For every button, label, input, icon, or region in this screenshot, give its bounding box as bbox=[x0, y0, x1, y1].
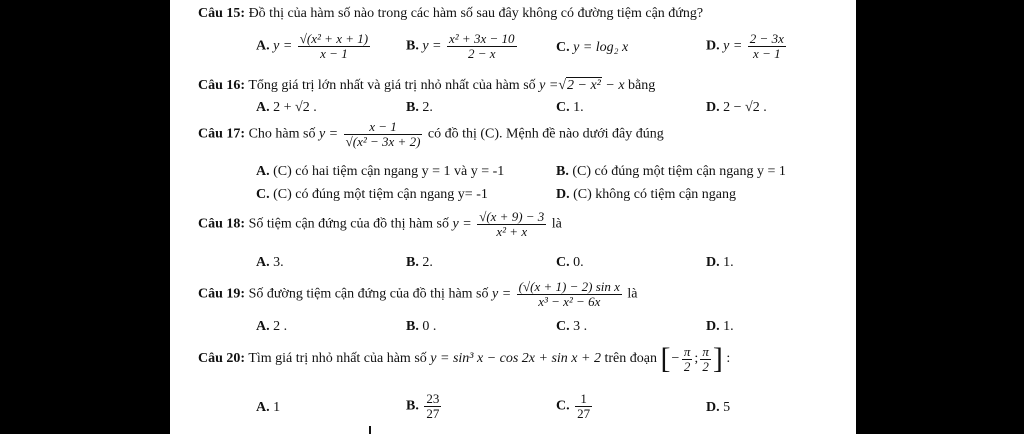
numerator: π bbox=[702, 343, 709, 359]
q18-option-a[interactable] bbox=[256, 255, 284, 271]
fraction bbox=[748, 32, 786, 61]
question-label: Câu 15: bbox=[198, 6, 246, 21]
denominator: √(x² − 3x + 2) bbox=[345, 134, 421, 149]
q20-option-b[interactable] bbox=[406, 392, 443, 421]
option-letter: C. bbox=[556, 255, 570, 270]
option-letter: D. bbox=[706, 319, 720, 334]
denominator: x³ − x² − 6x bbox=[538, 294, 601, 309]
numerator: 23 bbox=[426, 391, 440, 406]
math-lhs: y = bbox=[273, 38, 293, 54]
question-text: Số đường tiệm cận đứng của đồ thị hàm số bbox=[248, 286, 489, 302]
option-letter: C. bbox=[556, 398, 570, 414]
option-value: 2. bbox=[422, 255, 433, 270]
option-letter: B. bbox=[406, 38, 419, 54]
option-letter: C. bbox=[256, 187, 270, 202]
fraction bbox=[298, 32, 370, 61]
fraction bbox=[344, 120, 423, 149]
question-18 bbox=[198, 210, 562, 239]
q17-option-b[interactable] bbox=[556, 164, 786, 180]
numerator: π bbox=[683, 343, 691, 359]
option-value: 1. bbox=[573, 100, 584, 115]
numerator: x² + 3x − 10 bbox=[449, 31, 515, 46]
question-tail: là bbox=[551, 216, 562, 232]
question-19 bbox=[198, 280, 638, 309]
q15-option-c[interactable] bbox=[556, 40, 628, 56]
question-tail: bằng bbox=[628, 78, 656, 93]
numerator: (√(x + 1) − 2) sin x bbox=[518, 279, 620, 294]
text-cursor-mark bbox=[369, 426, 371, 434]
option-letter: D. bbox=[556, 187, 570, 202]
option-letter: B. bbox=[406, 319, 419, 334]
question-text: Số tiệm cận đứng của đồ thị hàm số bbox=[248, 216, 450, 232]
denominator: 2 bbox=[683, 358, 691, 374]
option-letter: C. bbox=[556, 40, 570, 55]
question-tail: là bbox=[627, 286, 638, 302]
separator: ; bbox=[694, 351, 699, 367]
math-lhs: y = bbox=[723, 38, 743, 54]
q20-option-a[interactable] bbox=[256, 400, 280, 416]
option-value: (C) có đúng một tiệm cận ngang y= -1 bbox=[273, 187, 488, 202]
math-rest: − x bbox=[605, 78, 625, 93]
q16-option-b[interactable] bbox=[406, 100, 433, 116]
denominator: 2 − x bbox=[467, 46, 496, 61]
q19-option-d[interactable] bbox=[706, 319, 734, 335]
math-expression: y = log₂ x bbox=[573, 40, 629, 55]
radicand: 2 − x² bbox=[567, 78, 601, 93]
fraction bbox=[424, 392, 441, 421]
denominator: 27 bbox=[577, 406, 591, 421]
option-letter: A. bbox=[256, 164, 270, 179]
option-letter: A. bbox=[256, 100, 270, 115]
numerator: √(x + 9) − 3 bbox=[479, 209, 545, 224]
minus-sign: − bbox=[670, 351, 680, 367]
fraction bbox=[477, 210, 546, 239]
q20-option-d[interactable] bbox=[706, 400, 730, 416]
math-lhs: y = bbox=[422, 38, 442, 54]
question-text: Đồ thị của hàm số nào trong các hàm số sau đây không có đường tiệm cận đứng? bbox=[248, 6, 704, 21]
option-letter: B. bbox=[406, 398, 419, 414]
denominator: 2 bbox=[702, 358, 709, 374]
option-letter: B. bbox=[406, 100, 419, 115]
denominator: x − 1 bbox=[320, 46, 348, 61]
option-value: (C) có đúng một tiệm cận ngang y = 1 bbox=[572, 164, 786, 179]
option-letter: D. bbox=[706, 100, 720, 115]
fraction bbox=[517, 280, 622, 309]
question-20: Câu 20: Tìm giá trị nhỏ nhất của hàm số y = sin³ x − cos 2x + sin x + 2 trên đoạn [− $\frac{\pi}{2}$ ; $\frac{\pi}{2}$ ] : bbox=[198, 342, 731, 375]
denominator: x − 1 bbox=[753, 46, 781, 61]
option-letter: C. bbox=[556, 319, 570, 334]
fraction bbox=[447, 32, 516, 61]
fraction bbox=[575, 392, 592, 421]
denominator: 27 bbox=[426, 406, 440, 421]
option-letter: A. bbox=[256, 255, 270, 270]
question-text: Cho hàm số bbox=[248, 126, 316, 142]
question-text: Tìm giá trị nhỏ nhất của hàm số bbox=[248, 351, 427, 367]
question-16: Câu 16: Tổng giá trị lớn nhất và giá trị nhỏ nhất của hàm số y =√2 − x² − x bằng bbox=[198, 78, 656, 93]
question-label: Câu 18: bbox=[198, 216, 246, 232]
option-letter: D. bbox=[706, 255, 720, 270]
option-value: 2 . bbox=[273, 319, 288, 334]
document-page bbox=[170, 0, 856, 434]
numerator: x − 1 bbox=[344, 120, 423, 135]
q19-option-b[interactable] bbox=[406, 319, 436, 335]
q17-option-c[interactable] bbox=[256, 187, 488, 203]
math-lhs: y = bbox=[318, 126, 339, 142]
q15-option-a[interactable] bbox=[256, 32, 372, 61]
math-expression: y = sin³ x − cos 2x + sin x + 2 bbox=[430, 351, 601, 367]
option-value: (C) có hai tiệm cận ngang y = 1 và y = -1 bbox=[273, 164, 505, 179]
question-label: Câu 17: bbox=[198, 126, 246, 142]
q15-option-b[interactable] bbox=[406, 32, 519, 61]
question-tail: có đồ thị (C). Mệnh đề nào dưới đây đúng bbox=[427, 126, 664, 142]
q18-option-c[interactable] bbox=[556, 255, 584, 271]
q18-option-d[interactable] bbox=[706, 255, 734, 271]
denominator: x² + x bbox=[496, 224, 528, 239]
q17-option-d[interactable] bbox=[556, 187, 736, 203]
q19-option-a[interactable] bbox=[256, 319, 287, 335]
question-label: Câu 16: bbox=[198, 78, 246, 93]
option-value: 5 bbox=[723, 400, 731, 415]
question-17 bbox=[198, 120, 664, 149]
option-value: 3. bbox=[273, 255, 284, 270]
q16-option-c[interactable] bbox=[556, 100, 584, 116]
option-letter: D. bbox=[706, 38, 720, 54]
q19-option-c[interactable] bbox=[556, 319, 587, 335]
option-letter: D. bbox=[706, 400, 720, 415]
fraction bbox=[682, 345, 693, 374]
numerator: 2 − 3x bbox=[749, 31, 784, 46]
option-value: (C) không có tiệm cận ngang bbox=[573, 187, 737, 202]
question-text-mid: trên đoạn bbox=[604, 351, 657, 367]
q16-option-d[interactable] bbox=[706, 100, 767, 116]
option-letter: C. bbox=[556, 100, 570, 115]
option-value: 2. bbox=[422, 100, 433, 115]
math-lhs: y = bbox=[452, 216, 472, 232]
question-15 bbox=[198, 6, 703, 22]
option-value: 1 bbox=[273, 400, 281, 415]
option-letter: B. bbox=[406, 255, 419, 270]
numerator: √(x² + x + 1) bbox=[299, 31, 369, 46]
q20-option-c[interactable] bbox=[556, 392, 594, 421]
q17-option-a[interactable] bbox=[256, 164, 504, 180]
q15-option-d[interactable] bbox=[706, 32, 788, 61]
q18-option-b[interactable] bbox=[406, 255, 433, 271]
option-value: 1. bbox=[723, 319, 734, 334]
option-letter: A. bbox=[256, 319, 270, 334]
question-tail: : bbox=[726, 351, 731, 367]
option-value: 0 . bbox=[422, 319, 437, 334]
fraction bbox=[700, 345, 711, 374]
question-label: Câu 19: bbox=[198, 286, 246, 302]
option-letter: A. bbox=[256, 400, 270, 415]
q16-option-a[interactable] bbox=[256, 100, 317, 116]
numerator: 1 bbox=[575, 392, 592, 407]
option-value: 2 + √2 . bbox=[273, 100, 317, 115]
math-lhs: y = bbox=[492, 286, 512, 302]
option-letter: B. bbox=[556, 164, 569, 179]
option-value: 0. bbox=[573, 255, 584, 270]
option-letter: A. bbox=[256, 38, 270, 54]
option-value: 1. bbox=[723, 255, 734, 270]
option-value: 2 − √2 . bbox=[723, 100, 767, 115]
question-text: Tổng giá trị lớn nhất và giá trị nhỏ nhất của hàm số bbox=[248, 78, 536, 93]
option-value: 3 . bbox=[573, 319, 588, 334]
math-lhs: y = bbox=[539, 78, 559, 93]
question-label: Câu 20: bbox=[198, 351, 246, 367]
